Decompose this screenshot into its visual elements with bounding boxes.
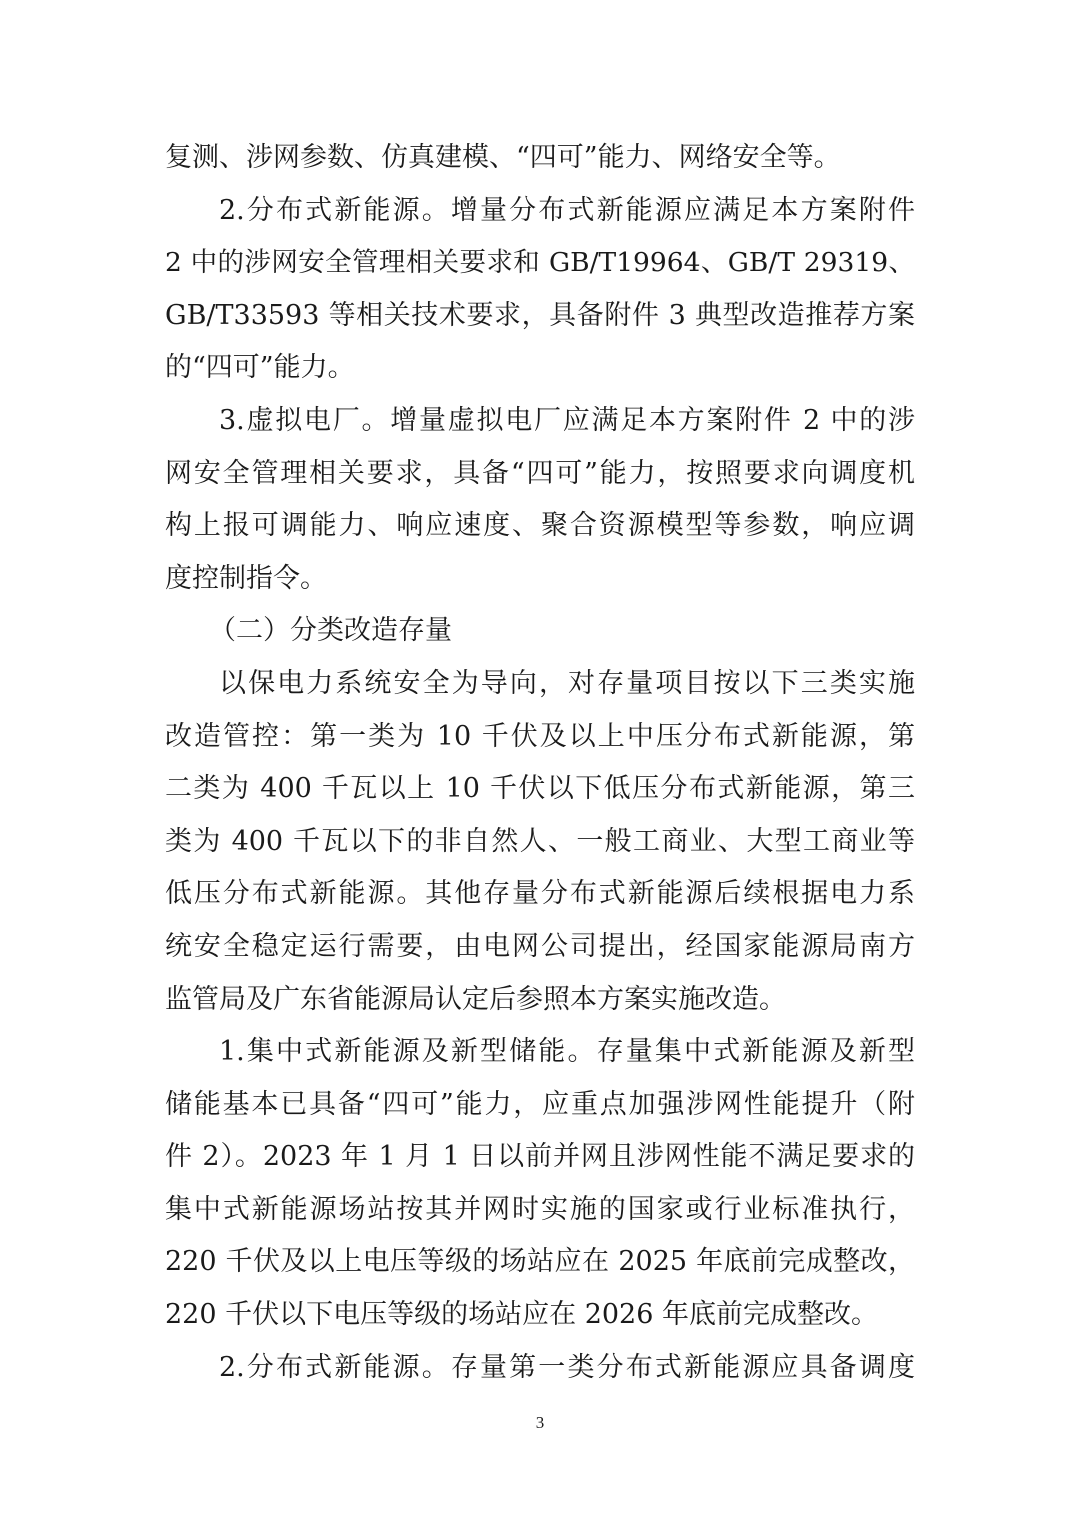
- text-line-12: 改造管控：第一类为 10 千伏及以上中压分布式新能源，第: [165, 720, 915, 752]
- text-line-23: 220 千伏以下电压等级的场站应在 2026 年底前完成整改。: [165, 1299, 878, 1331]
- text-line-17: 监管局及广东省能源局认定后参照本方案实施改造。: [165, 983, 786, 1015]
- text-line-1: 复测、涉网参数、仿真建模、“四可”能力、网络安全等。: [165, 142, 841, 173]
- text-line-24: 2.分布式新能源。存量第一类分布式新能源应具备调度: [219, 1351, 915, 1383]
- text-line-13: 二类为 400 千瓦以上 10 千伏以下低压分布式新能源，第三: [165, 773, 915, 805]
- text-line-7: 网安全管理相关要求，具备“四可”能力，按照要求向调度机: [165, 457, 915, 489]
- text-line-11: 以保电力系统安全为导向，对存量项目按以下三类实施: [219, 667, 915, 699]
- text-line-5: 的“四可”能力。: [165, 352, 355, 384]
- text-line-6: 3.虚拟电厂。增量虚拟电厂应满足本方案附件 2 中的涉: [219, 404, 915, 436]
- text-line-3: 2 中的涉网安全管理相关要求和 GB/T19964、GB/T 29319、: [165, 247, 915, 279]
- text-line-4: GB/T33593 等相关技术要求，具备附件 3 典型改造推荐方案: [165, 299, 915, 331]
- text-line-15: 低压分布式新能源。其他存量分布式新能源后续根据电力系: [165, 878, 915, 910]
- text-line-16: 统安全稳定运行需要，由电网公司提出，经国家能源局南方: [165, 930, 915, 962]
- page-number: 3: [535, 1413, 545, 1432]
- section-heading: （二）分类改造存量: [209, 615, 452, 647]
- text-line-19: 储能基本已具备“四可”能力，应重点加强涉网性能提升（附: [165, 1088, 915, 1120]
- text-line-2: 2.分布式新能源。增量分布式新能源应满足本方案附件: [219, 194, 915, 226]
- text-line-14: 类为 400 千瓦以下的非自然人、一般工商业、大型工商业等: [165, 825, 915, 857]
- text-line-20: 件 2）。2023 年 1 月 1 日以前并网且涉网性能不满足要求的: [165, 1141, 915, 1173]
- text-line-8: 构上报可调能力、响应速度、聚合资源模型等参数，响应调: [165, 510, 915, 542]
- text-line-21: 集中式新能源场站按其并网时实施的国家或行业标准执行，: [165, 1193, 915, 1225]
- body-text: [165, 132, 915, 1394]
- text-line-9: 度控制指令。: [165, 562, 327, 594]
- text-line-18: 1.集中式新能源及新型储能。存量集中式新能源及新型: [219, 1036, 915, 1068]
- text-line-22: 220 千伏及以上电压等级的场站应在 2025 年底前完成整改，: [165, 1246, 915, 1278]
